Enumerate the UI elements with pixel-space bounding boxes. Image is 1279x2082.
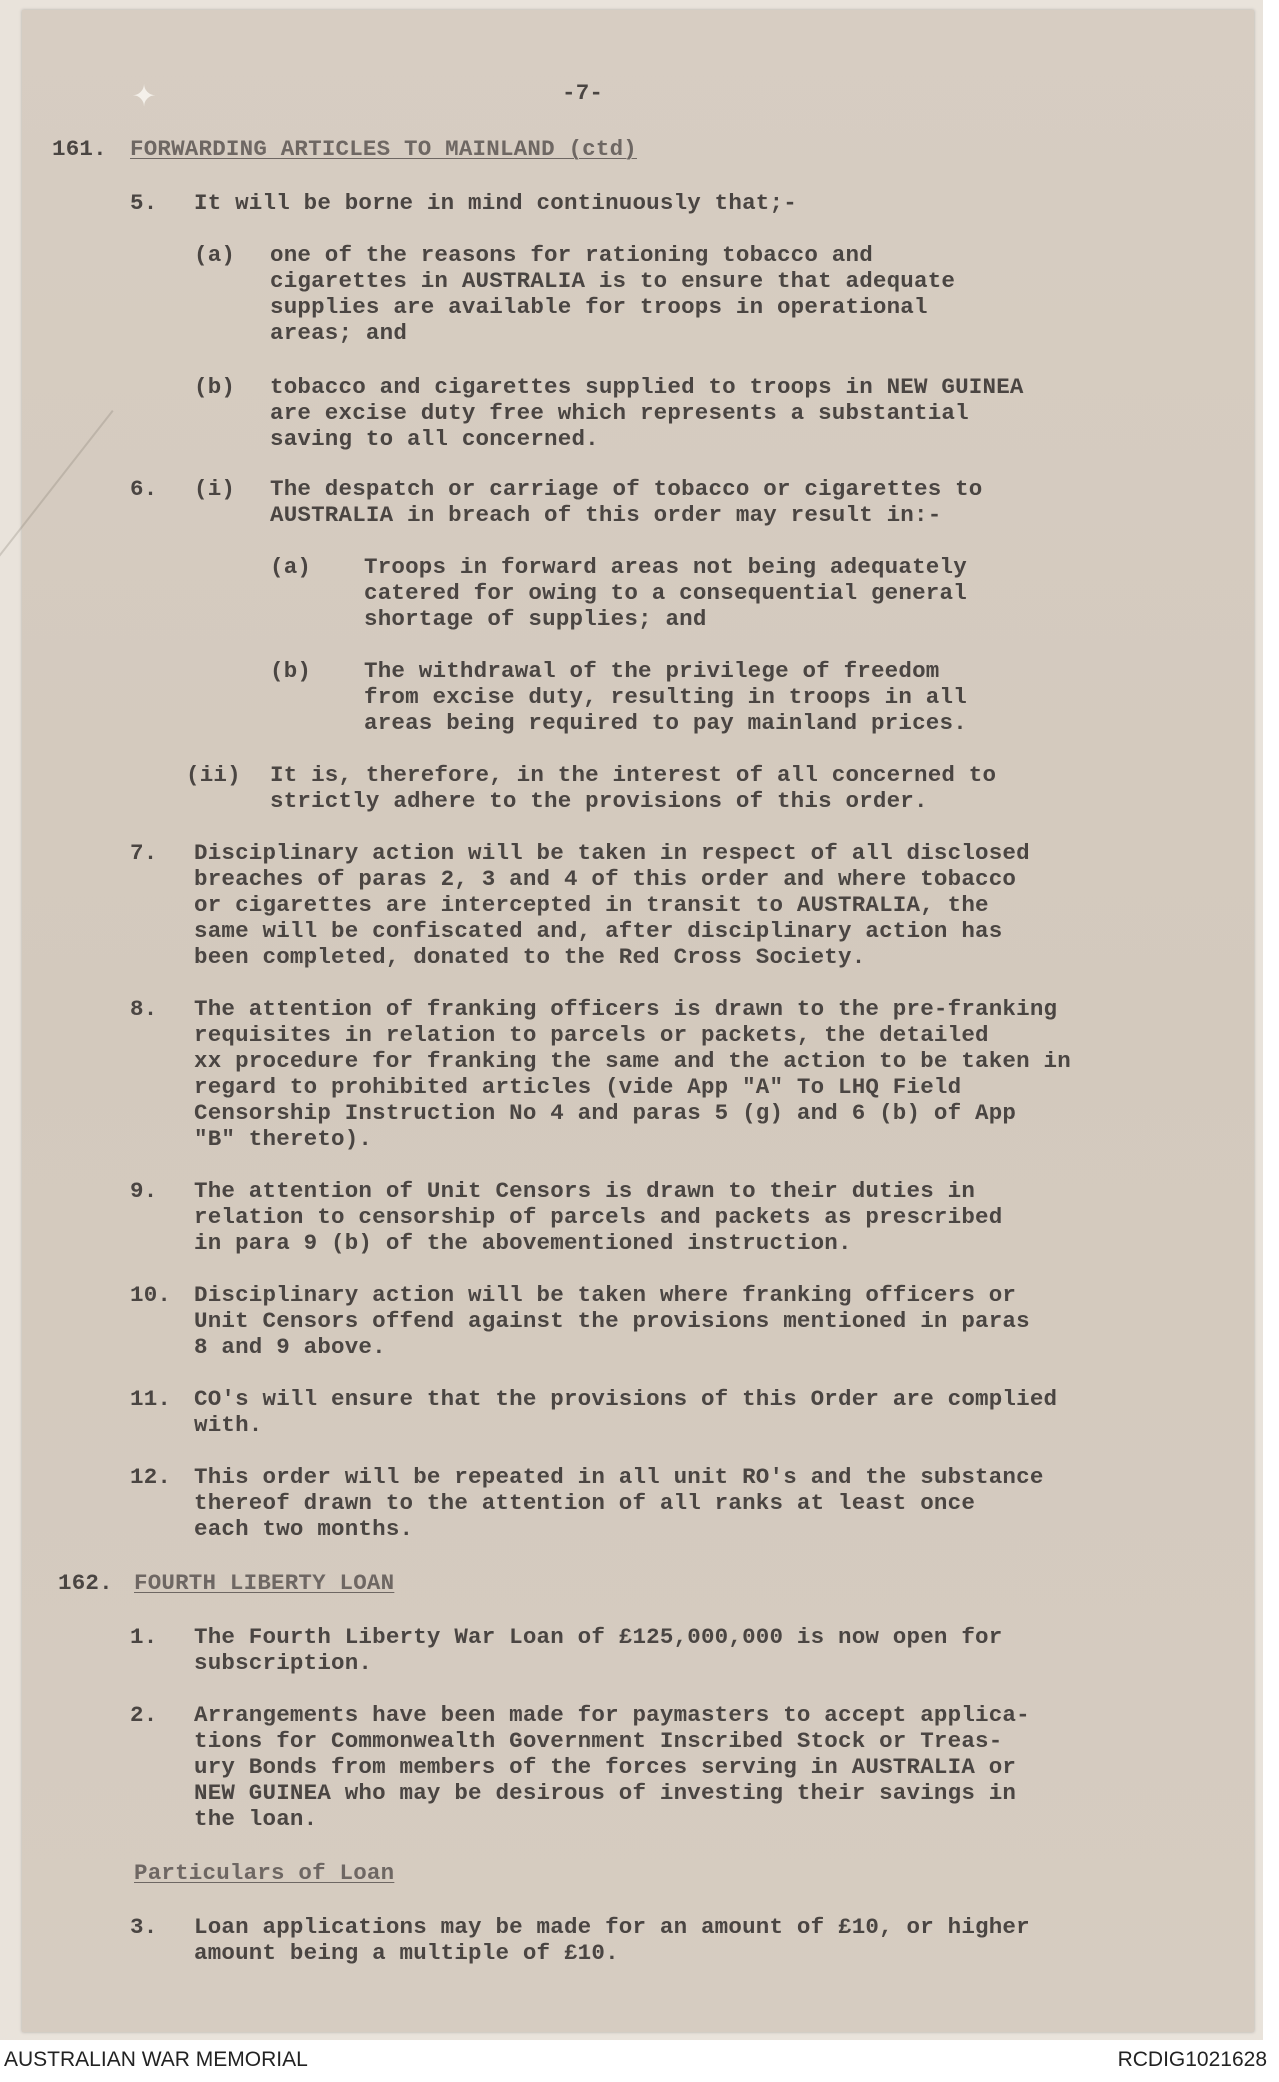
para-line: The attention of Unit Censors is drawn to their duties in <box>194 1178 976 1204</box>
para-line: one of the reasons for rationing tobacco and <box>270 242 873 268</box>
para-line: cigarettes in AUSTRALIA is to ensure that adequate <box>270 268 956 294</box>
para-line: CO's will ensure that the provisions of this Order are complied <box>194 1386 1058 1412</box>
para-line: with. <box>194 1412 263 1438</box>
para-line: the loan. <box>194 1806 318 1832</box>
para-number: 6. <box>130 476 158 502</box>
para-line: areas; and <box>270 320 408 346</box>
para-number: 2. <box>130 1702 158 1728</box>
subpara-label: (b) <box>270 658 312 684</box>
para-line: The attention of franking officers is drawn to the pre-franking <box>194 996 1058 1022</box>
para-line: same will be confiscated and, after disciplinary action has <box>194 918 1003 944</box>
subpara-label: (i) <box>194 476 236 502</box>
para-line: The despatch or carriage of tobacco or cigarettes to <box>270 476 983 502</box>
para-line: Disciplinary action will be taken in respect of all disclosed <box>194 840 1030 866</box>
para-line: tions for Commonwealth Government Inscribed Stock or Treas- <box>194 1728 1003 1754</box>
para-number: 12. <box>130 1464 172 1490</box>
para-line: regard to prohibited articles (vide App "A" To LHQ Field <box>194 1074 962 1100</box>
para-line: The Fourth Liberty War Loan of £125,000,000 is now open for <box>194 1624 1003 1650</box>
para-line: NEW GUINEA who may be desirous of investing their savings in <box>194 1780 1017 1806</box>
para-number: 5. <box>130 190 158 216</box>
para-line: Unit Censors offend against the provisions mentioned in paras <box>194 1308 1030 1334</box>
para-line: shortage of supplies; and <box>364 606 707 632</box>
para-line: tobacco and cigarettes supplied to troops in NEW GUINEA <box>270 374 1024 400</box>
section-162-number: 162. <box>58 1570 113 1596</box>
section-161-title: FORWARDING ARTICLES TO MAINLAND (ctd) <box>130 136 637 162</box>
para-line: 8 and 9 above. <box>194 1334 386 1360</box>
para-line: The withdrawal of the privilege of freedom <box>364 658 940 684</box>
para-line: ury Bonds from members of the forces serving in AUSTRALIA or <box>194 1754 1017 1780</box>
para-number: 9. <box>130 1178 158 1204</box>
para-line: been completed, donated to the Red Cross Society. <box>194 944 866 970</box>
para-line: xx procedure for franking the same and the action to be taken in <box>194 1048 1071 1074</box>
subpara-label: (a) <box>194 242 236 268</box>
para-line: or cigarettes are intercepted in transit to AUSTRALIA, the <box>194 892 989 918</box>
para-line: thereof drawn to the attention of all ranks at least once <box>194 1490 976 1516</box>
para-line: each two months. <box>194 1516 414 1542</box>
para-line: This order will be repeated in all unit RO's and the substance <box>194 1464 1044 1490</box>
para-line: Disciplinary action will be taken where franking officers or <box>194 1282 1017 1308</box>
para-line: Troops in forward areas not being adequately <box>364 554 967 580</box>
footer-record-id: RCDIG1021628 <box>1117 2048 1267 2071</box>
para-number: 11. <box>130 1386 172 1412</box>
para-line: catered for owing to a consequential general <box>364 580 967 606</box>
para-line: relation to censorship of parcels and packets as prescribed <box>194 1204 1003 1230</box>
para-line: Arrangements have been made for paymasters to accept applica- <box>194 1702 1030 1728</box>
para-line: It will be borne in mind continuously that;- <box>194 190 797 216</box>
para-line: in para 9 (b) of the abovementioned instruction. <box>194 1230 852 1256</box>
para-number: 8. <box>130 996 158 1022</box>
para-line: areas being required to pay mainland prices. <box>364 710 967 736</box>
para-line: saving to all concerned. <box>270 426 599 452</box>
para-line: breaches of paras 2, 3 and 4 of this order and where tobacco <box>194 866 1017 892</box>
section-161-number: 161. <box>52 136 107 162</box>
subpara-label: (a) <box>270 554 312 580</box>
subheading-particulars: Particulars of Loan <box>134 1860 395 1886</box>
para-number: 7. <box>130 840 158 866</box>
para-line: from excise duty, resulting in troops in all <box>364 684 967 710</box>
para-number: 1. <box>130 1624 158 1650</box>
para-line: requisites in relation to parcels or packets, the detailed <box>194 1022 989 1048</box>
para-line: AUSTRALIA in breach of this order may result in:- <box>270 502 942 528</box>
footer-archive-name: AUSTRALIAN WAR MEMORIAL <box>4 2048 308 2071</box>
para-line: Loan applications may be made for an amount of £10, or higher <box>194 1914 1030 1940</box>
para-line: subscription. <box>194 1650 373 1676</box>
fold-crease <box>0 410 114 742</box>
para-line: amount being a multiple of £10. <box>194 1940 619 1966</box>
para-line: Censorship Instruction No 4 and paras 5 (g) and 6 (b) of App <box>194 1100 1017 1126</box>
subpara-label: (ii) <box>186 762 241 788</box>
para-line: supplies are available for troops in operational <box>270 294 928 320</box>
para-line: "B" thereto). <box>194 1126 373 1152</box>
paper-blemish: ✦ <box>132 74 157 119</box>
para-line: It is, therefore, in the interest of all concerned to <box>270 762 997 788</box>
page-number: -7- <box>562 80 604 106</box>
para-line: are excise duty free which represents a substantial <box>270 400 969 426</box>
para-number: 10. <box>130 1282 172 1308</box>
para-line: strictly adhere to the provisions of this order. <box>270 788 928 814</box>
para-number: 3. <box>130 1914 158 1940</box>
typed-page <box>22 10 1254 2032</box>
subpara-label: (b) <box>194 374 236 400</box>
section-162-title: FOURTH LIBERTY LOAN <box>134 1570 395 1596</box>
